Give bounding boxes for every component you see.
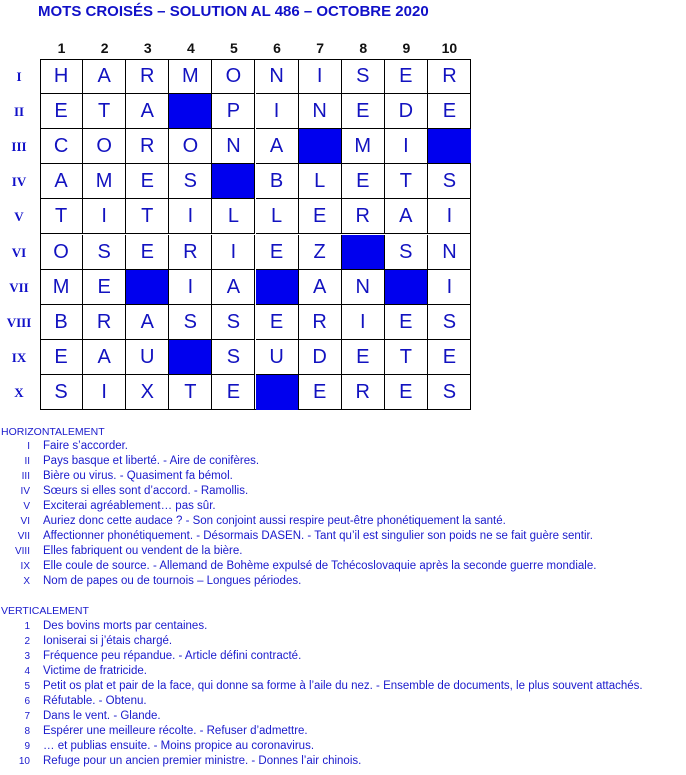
clue-text: Auriez donc cette audace ? - Son conjoint aussi respire peut-être phonétiquement la santé. xyxy=(43,515,506,527)
grid-cell: A xyxy=(385,199,428,234)
clue-number: VI xyxy=(20,516,30,527)
grid-cell: N xyxy=(256,59,299,94)
grid-cell: I xyxy=(299,59,342,94)
column-number: 10 xyxy=(441,40,458,56)
grid-cell: R xyxy=(342,199,385,234)
grid-cell: E xyxy=(256,305,299,340)
grid-cell: O xyxy=(212,59,255,94)
grid-cell: S xyxy=(428,305,471,340)
clue-number: 2 xyxy=(24,636,30,647)
grid-cell: S xyxy=(342,59,385,94)
grid-cell: A xyxy=(126,305,169,340)
black-square xyxy=(385,270,428,305)
grid-cell: T xyxy=(126,199,169,234)
grid-cell: I xyxy=(169,270,212,305)
black-square xyxy=(212,164,255,199)
clue-row xyxy=(0,649,686,664)
grid-cell: I xyxy=(83,199,126,234)
grid-cell: U xyxy=(256,340,299,375)
grid-cell: E xyxy=(126,235,169,270)
clue-text: Affectionner phonétiquement. - Désormais DASEN. - Tant qu’il est singulier son poids ne se fait guère sentir. xyxy=(43,530,593,542)
grid-cell: I xyxy=(428,270,471,305)
grid-cell: T xyxy=(385,164,428,199)
grid-cell: T xyxy=(83,94,126,129)
grid-cell: B xyxy=(256,164,299,199)
clue-number: I xyxy=(27,441,30,452)
row-number: I xyxy=(16,69,22,84)
grid-cell: E xyxy=(385,375,428,410)
column-number: 4 xyxy=(186,40,195,56)
grid-cell: S xyxy=(169,305,212,340)
grid-cell: M xyxy=(342,129,385,164)
grid-cell: E xyxy=(428,94,471,129)
clue-text: Réfutable. - Obtenu. xyxy=(43,695,147,707)
grid-cell: O xyxy=(169,129,212,164)
grid-cell: R xyxy=(342,375,385,410)
clue-text: Nom de papes ou de tournois – Longues périodes. xyxy=(43,575,302,587)
grid-cell: N xyxy=(342,270,385,305)
column-numbers xyxy=(40,40,471,58)
row-number: II xyxy=(13,104,25,120)
grid-cell: T xyxy=(40,199,83,234)
grid-cell: N xyxy=(212,129,255,164)
clue-row xyxy=(0,574,686,589)
grid-cell: E xyxy=(126,164,169,199)
clue-number: 7 xyxy=(24,711,30,722)
row-number: V xyxy=(14,209,24,225)
row-number: IX xyxy=(11,349,27,365)
crossword-grid xyxy=(40,59,471,410)
grid-cell: X xyxy=(126,375,169,410)
black-square xyxy=(256,270,299,305)
clue-number: 6 xyxy=(24,696,30,707)
clue-text: Ioniserai si j’étais chargé. xyxy=(43,635,173,647)
grid-cell: R xyxy=(428,59,471,94)
grid-cell: S xyxy=(83,235,126,270)
clue-number: VIII xyxy=(14,546,30,557)
black-square xyxy=(342,235,385,270)
black-square xyxy=(299,129,342,164)
grid-cell: E xyxy=(299,375,342,410)
column-number: 3 xyxy=(143,40,152,56)
vertical-heading: VERTICALEMENT xyxy=(1,605,89,617)
clue-row xyxy=(0,739,686,754)
clue-row xyxy=(0,529,686,544)
clue-row xyxy=(0,679,686,694)
grid-cell: M xyxy=(169,59,212,94)
clue-row xyxy=(0,634,686,649)
grid-cell: I xyxy=(212,235,255,270)
grid-cell: P xyxy=(212,94,255,129)
column-number: 5 xyxy=(230,40,238,56)
clue-row xyxy=(0,709,686,724)
clue-number: 3 xyxy=(24,651,30,662)
grid-cell: T xyxy=(385,340,428,375)
clue-row xyxy=(0,754,686,769)
clue-text: Refuge pour un ancien premier ministre. - Donnes l’air chinois. xyxy=(43,755,362,767)
clue-text: Dans le vent. - Glande. xyxy=(43,710,161,722)
clue-number: 10 xyxy=(18,756,30,767)
clue-number: 5 xyxy=(24,681,30,692)
clue-row xyxy=(0,439,686,454)
grid-cell: S xyxy=(428,164,471,199)
column-number: 9 xyxy=(402,40,411,56)
grid-cell: D xyxy=(299,340,342,375)
clue-number: 1 xyxy=(24,621,30,632)
grid-cell: E xyxy=(342,94,385,129)
clue-row xyxy=(0,664,686,679)
clue-text: Exciterai agréablement… pas sûr. xyxy=(43,500,216,512)
column-number: 1 xyxy=(57,40,66,56)
clue-row xyxy=(0,484,686,499)
clue-number: VII xyxy=(17,531,30,542)
grid-cell: S xyxy=(385,235,428,270)
clue-text: Elle coule de source. - Allemand de Bohème expulsé de Tchécoslovaquie après la seconde guerre mondiale. xyxy=(43,560,597,572)
grid-cell: E xyxy=(342,340,385,375)
grid-cell: E xyxy=(83,270,126,305)
row-number: VII xyxy=(9,279,29,295)
clue-text: Sœurs si elles sont d’accord. - Ramollis. xyxy=(43,485,249,497)
column-number: 8 xyxy=(359,40,368,56)
grid-cell: S xyxy=(212,340,255,375)
clue-row xyxy=(0,619,686,634)
grid-cell: T xyxy=(169,375,212,410)
grid-cell: E xyxy=(256,235,299,270)
black-square xyxy=(169,94,212,129)
grid-cell: R xyxy=(299,305,342,340)
clue-text: … et publias ensuite. - Moins propice au coronavirus. xyxy=(43,740,315,752)
clue-text: Fréquence peu répandue. - Article défini contracté. xyxy=(43,650,302,662)
grid-cell: R xyxy=(169,235,212,270)
grid-cell: A xyxy=(256,129,299,164)
grid-cell: E xyxy=(40,94,83,129)
clue-text: Victime de fratricide. xyxy=(43,665,147,677)
grid-cell: H xyxy=(40,59,83,94)
grid-cell: M xyxy=(40,270,83,305)
grid-cell: U xyxy=(126,340,169,375)
row-number: X xyxy=(14,384,24,400)
black-square xyxy=(256,375,299,410)
row-numbers xyxy=(0,59,38,410)
row-number: VI xyxy=(11,244,27,260)
grid-cell: O xyxy=(40,235,83,270)
grid-cell: O xyxy=(83,129,126,164)
grid-cell: A xyxy=(212,270,255,305)
grid-cell: A xyxy=(126,94,169,129)
row-number: VIII xyxy=(6,314,32,330)
grid-cell: Z xyxy=(299,235,342,270)
grid-cell: R xyxy=(126,129,169,164)
grid-cell: L xyxy=(299,164,342,199)
clue-number: III xyxy=(21,471,30,482)
clue-text: Elles fabriquent ou vendent de la bière. xyxy=(43,545,243,557)
horizontal-heading: HORIZONTALEMENT xyxy=(1,426,105,438)
grid-cell: I xyxy=(256,94,299,129)
grid-cell: B xyxy=(40,305,83,340)
clue-row xyxy=(0,694,686,709)
grid-cell: I xyxy=(342,305,385,340)
clue-number: IV xyxy=(20,486,30,497)
grid-cell: I xyxy=(428,199,471,234)
grid-cell: I xyxy=(83,375,126,410)
black-square xyxy=(126,270,169,305)
grid-cell: S xyxy=(442,380,457,403)
clue-row xyxy=(0,544,686,559)
grid-cell: R xyxy=(83,305,126,340)
clue-number: 4 xyxy=(24,666,30,677)
grid-cell: N xyxy=(428,235,471,270)
grid-cell: A xyxy=(83,340,126,375)
grid-cell: D xyxy=(385,94,428,129)
clue-row xyxy=(0,514,686,529)
grid-cell: E xyxy=(428,340,471,375)
grid-cell: L xyxy=(256,199,299,234)
grid-cell: E xyxy=(212,375,255,410)
grid-cell: R xyxy=(126,59,169,94)
black-square xyxy=(428,129,471,164)
clue-text: Pays basque et liberté. - Aire de conifères. xyxy=(43,455,260,467)
grid-cell: S xyxy=(169,164,212,199)
grid-cell: S xyxy=(40,375,83,410)
column-number: 2 xyxy=(100,40,109,56)
clue-number: 8 xyxy=(24,726,30,737)
clue-number: II xyxy=(24,456,30,467)
grid-cell: E xyxy=(385,305,428,340)
grid-cell: L xyxy=(212,199,255,234)
grid-cell: C xyxy=(40,129,83,164)
clue-row xyxy=(0,469,686,484)
grid-cell: E xyxy=(299,199,342,234)
grid-cell: E xyxy=(40,340,83,375)
clue-number: X xyxy=(23,576,30,587)
grid-cell: S xyxy=(212,305,255,340)
grid-cell: A xyxy=(40,164,83,199)
grid-cell: I xyxy=(169,199,212,234)
grid-cell: N xyxy=(299,94,342,129)
grid-cell: M xyxy=(83,164,126,199)
clue-row xyxy=(0,499,686,514)
black-square xyxy=(169,340,212,375)
page-title: MOTS CROISÉS – SOLUTION AL 486 – OCTOBRE 2020 xyxy=(38,3,429,20)
clue-number: V xyxy=(23,501,30,512)
grid-cell: A xyxy=(83,59,126,94)
clue-row xyxy=(0,724,686,739)
clue-row xyxy=(0,559,686,574)
grid-cell: I xyxy=(385,129,428,164)
clue-row xyxy=(0,454,686,469)
row-number: III xyxy=(11,139,27,155)
column-number: 7 xyxy=(316,40,325,56)
clue-number: 9 xyxy=(24,741,30,752)
grid-cell: E xyxy=(385,59,428,94)
clue-text: Faire s’accorder. xyxy=(43,440,129,452)
column-number: 6 xyxy=(273,40,281,56)
clue-text: Espérer une meilleure récolte. - Refuser d’admettre. xyxy=(43,725,308,737)
clue-text: Petit os plat et pair de la face, qui donne sa forme à l’aile du nez. - Ensemble de documents, le plus souvent attachés. xyxy=(43,680,643,692)
clue-text: Des bovins morts par centaines. xyxy=(43,620,208,632)
grid-cell: A xyxy=(299,270,342,305)
clue-number: IX xyxy=(20,561,30,572)
clue-text: Bière ou virus. - Quasiment fa bémol. xyxy=(43,470,233,482)
row-number: IV xyxy=(11,174,27,190)
grid-cell: E xyxy=(342,164,385,199)
